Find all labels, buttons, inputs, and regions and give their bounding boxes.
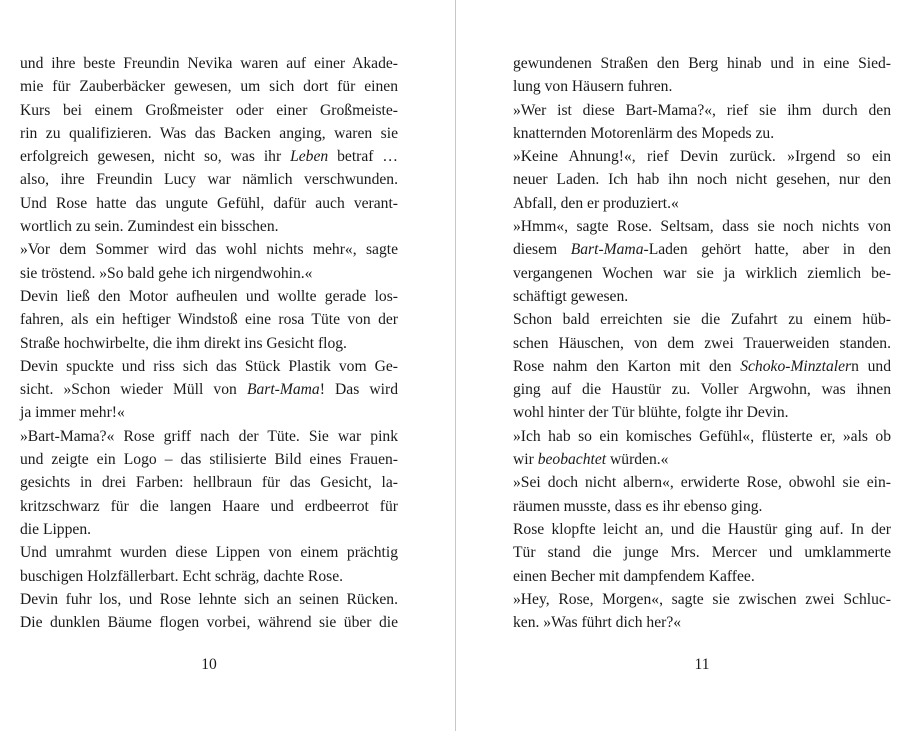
text-line: die Lippen. [20,520,92,538]
text-line: »Sei doch nicht albern«, erwiderte Rose, obwohl sie ein- [513,474,891,492]
text-line: ken. »Was führt dich her?« [513,614,682,632]
text-line: gesichts in drei Farben: hellbraun für das Gesicht, la- [20,474,398,492]
page-number-right: 11 [694,656,710,673]
text-line: wohl hinter der Tür blühte, folgte ihr Devin. [513,404,789,422]
text-line [513,355,891,378]
text-line: buschigen Holzfällerbart. Echt schräg, dachte Rose. [20,567,344,585]
text-line: Die dunklen Bäume flogen vorbei, während sie über die [20,614,398,632]
text-line: also, ihre Freundin Lucy war nämlich verschwunden. [20,171,398,189]
text-line: mie für Zauberbäcker gewesen, um sich dort für einen [20,78,398,96]
right-page-text [513,52,891,634]
text-line [20,378,398,401]
text-line: kritzschwarz für die langen Haare und erdbeerrot für [20,497,398,515]
text-line: »Bart-Mama?« Rose griff nach der Tüte. Sie war pink [20,427,398,445]
text-line: schen Häuschen, von dem zwei Trauerweiden standen. [513,334,891,352]
text-line: und zeigte ein Logo – das stilisierte Bild eines Frauen- [20,451,398,469]
text-line: »Vor dem Sommer wird das wohl nichts mehr«, sagte [20,241,398,259]
text-line: ging auf die Haustür zu. Voller Argwohn, was ihnen [513,381,891,399]
left-page [0,0,455,731]
italic-text: Leben [290,148,329,166]
text-line: »Ich hab so ein komisches Gefühl«, flüsterte er, »als ob [513,427,891,445]
text-line: wortlich zu sein. Zumindest ein bisschen. [20,218,279,236]
text-line: Straße hochwirbelte, die ihm direkt ins Gesicht flog. [20,334,347,352]
italic-text: beobachtet [537,451,607,469]
text-line: Schon bald erreichten sie die Zufahrt zu einem hüb- [513,311,891,329]
italic-text: Bart-Mama [570,241,644,259]
text-line [20,145,398,168]
text-line: einen Becher mit dampfendem Kaffee. [513,567,755,585]
text-line: Und umrahmt wurden diese Lippen von einem prächtig [20,544,398,562]
right-page [456,0,914,731]
text-run: wir [513,451,538,469]
text-line [513,238,891,261]
text-run: n und [851,357,891,375]
text-line: neuer Laden. Ich hab ihn noch nicht gesehen, nur den [513,171,891,189]
text-line: Kurs bei einem Großmeister oder einer Großmeiste- [20,101,398,119]
text-line: fahren, als ein heftiger Windstoß eine rosa Tüte von der [20,311,398,329]
text-line: knatternden Motorenlärm des Mopeds zu. [513,124,775,142]
text-line: räumen musste, dass es ihr ebenso ging. [513,497,763,515]
left-page-text [20,52,398,634]
text-line: sie tröstend. »So bald gehe ich nirgendwohin.« [20,264,313,282]
italic-text: Schoko-Minztaler [740,357,852,375]
text-line [513,448,891,471]
text-line: ja immer mehr!« [20,404,125,422]
text-line: lung von Häusern fuhren. [513,78,673,96]
text-line: Devin ließ den Motor aufheulen und wollte gerade los- [20,287,398,305]
text-run: Rose nahm den Karton mit den [513,357,741,375]
text-line: Tür stand die junge Mrs. Mercer und umklammerte [513,544,891,562]
text-run: betraf … [328,148,398,166]
text-run: sicht. »Schon wieder Müll von [20,381,247,399]
text-line: und ihre beste Freundin Nevika waren auf einer Akade- [20,55,398,72]
text-line: vergangenen Wochen war sie ja wirklich ziemlich be- [513,264,891,282]
text-line: »Hmm«, sagte Rose. Seltsam, dass sie noch nichts von [513,218,891,236]
text-line: Abfall, den er produziert.« [513,194,679,212]
text-run: diesem [513,241,571,259]
text-run: erfolgreich gewesen, nicht so, was ihr [20,148,291,166]
text-run: ! Das wird [319,381,398,399]
text-line: Rose klopfte leicht an, und die Haustür ging auf. In der [513,520,891,538]
text-line: rin zu qualifizieren. Was das Backen anging, waren sie [20,124,398,142]
page-number-left: 10 [201,656,217,673]
text-line: schäftigt gewesen. [513,287,629,305]
text-line: »Hey, Rose, Morgen«, sagte sie zwischen zwei Schluc- [513,590,891,608]
text-run: würden.« [606,451,669,469]
text-line: Devin fuhr los, und Rose lehnte sich an seinen Rücken. [20,590,398,608]
italic-text: Bart-Mama [246,381,320,399]
text-run: -Laden gehört hatte, aber in den [643,241,891,259]
text-line: »Keine Ahnung!«, rief Devin zurück. »Irgend so ein [513,148,891,166]
text-line: Und Rose hatte das ungute Gefühl, dafür auch verant- [20,194,398,212]
text-line: Devin spuckte und riss sich das Stück Plastik vom Ge- [20,357,398,375]
text-line: gewundenen Straßen den Berg hinab und in eine Sied- [513,55,891,72]
text-line: »Wer ist diese Bart-Mama?«, rief sie ihm durch den [513,101,891,119]
